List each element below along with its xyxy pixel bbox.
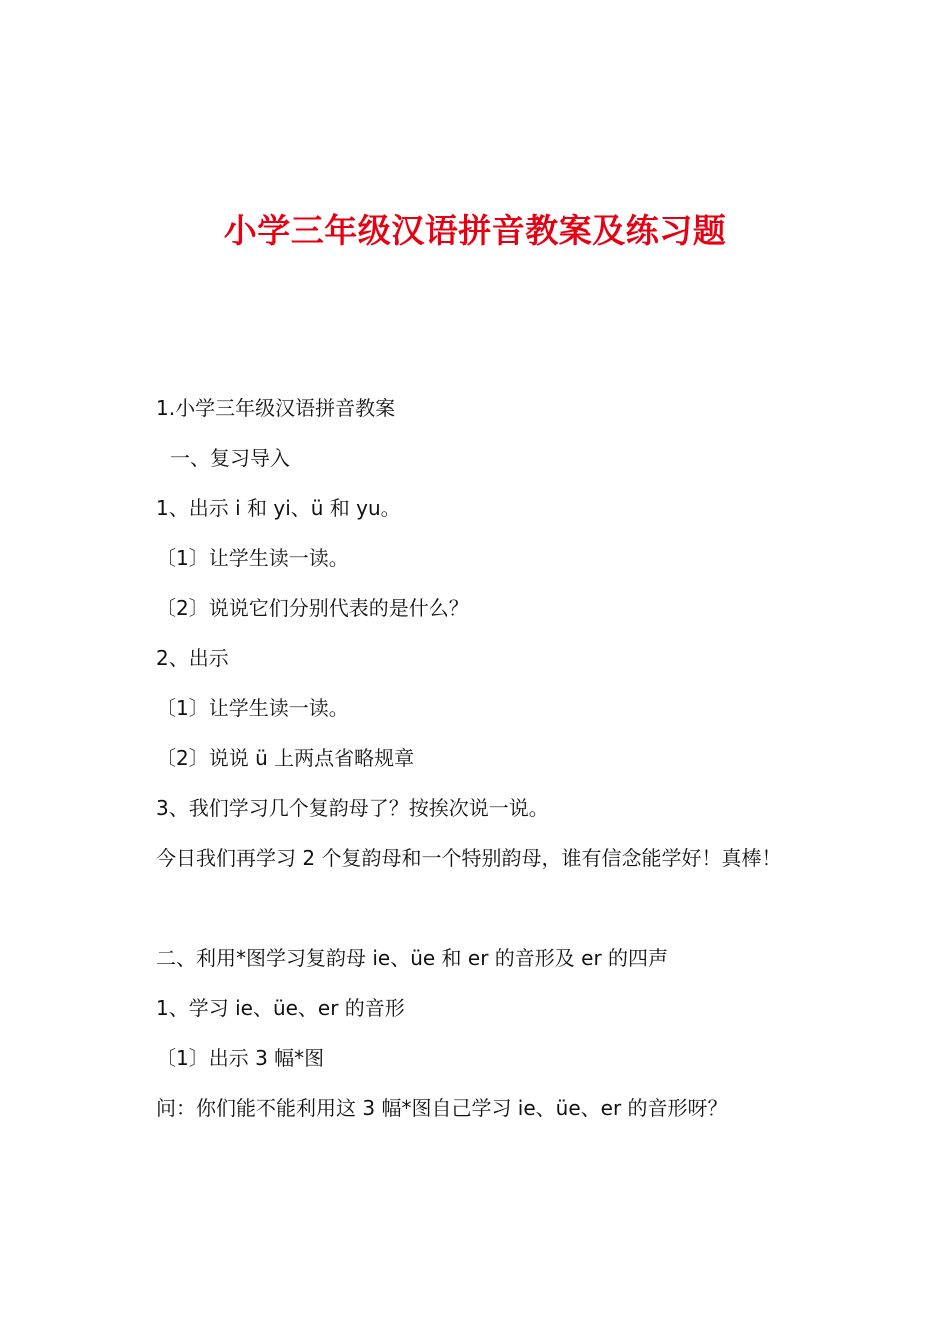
- paragraph: 〔1〕出示 3 幅*图: [156, 1046, 325, 1070]
- document-title: 小学三年级汉语拼音教案及练习题: [223, 211, 727, 250]
- paragraph: 〔1〕让学生读一读。: [156, 546, 349, 570]
- subsection-heading: 二、利用*图学习复韵母 ie、üe 和 er 的音形及 er 的四声: [156, 946, 669, 970]
- paragraph: 1、学习 ie、üe、er 的音形: [156, 996, 405, 1020]
- document-body: [156, 383, 876, 1133]
- paragraph: 今日我们再学习 2 个复韵母和一个特别韵母，谁有信念能学好！真棒！: [156, 846, 782, 870]
- paragraph: 问：你们能不能利用这 3 幅*图自己学习 ie、üe、er 的音形呀？: [156, 1096, 728, 1120]
- paragraph: 2、出示: [156, 646, 229, 670]
- section-heading: 1.小学三年级汉语拼音教案: [156, 396, 396, 420]
- paragraph: 3、我们学习几个复韵母了？按挨次说一说。: [156, 796, 549, 820]
- paragraph: 〔1〕让学生读一读。: [156, 696, 349, 720]
- paragraph: 1、出示 i 和 yi、ü 和 yu。: [156, 496, 401, 520]
- blank-line: [156, 883, 876, 933]
- subsection-heading: 一、复习导入: [170, 446, 290, 470]
- paragraph: 〔2〕说说 ü 上两点省略规章: [156, 746, 415, 770]
- paragraph: 〔2〕说说它们分别代表的是什么？: [156, 596, 469, 620]
